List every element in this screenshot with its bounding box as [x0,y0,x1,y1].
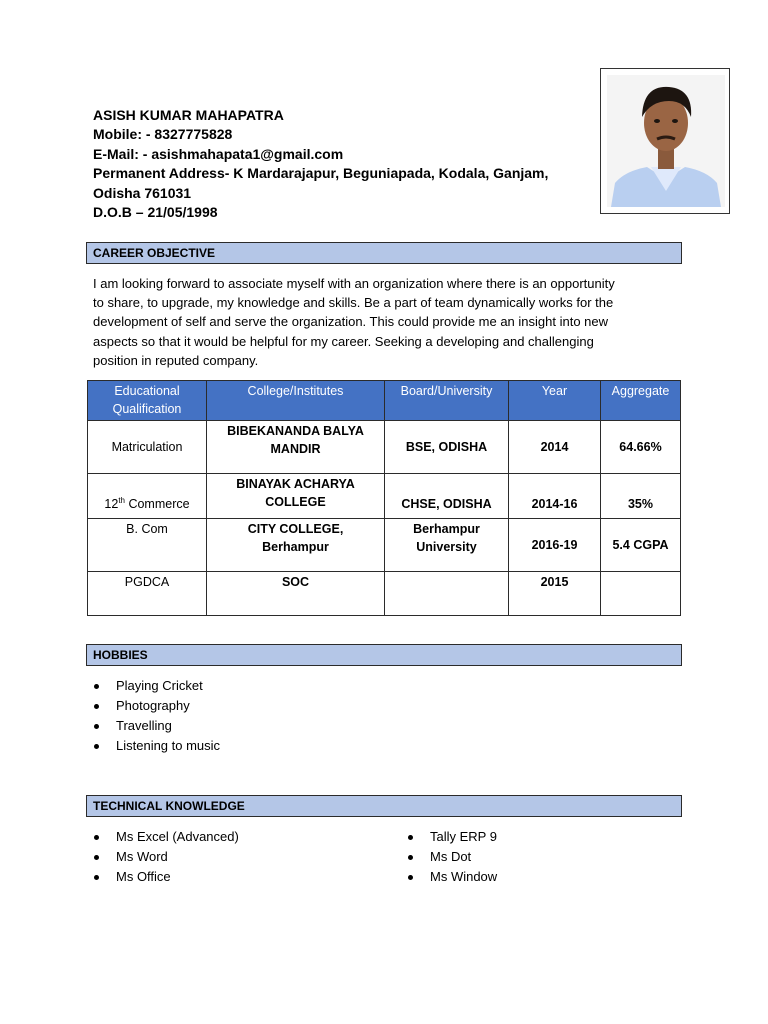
objective-line: position in reputed company. [93,352,259,368]
board-cell: CHSE, ODISHA [385,474,509,519]
list-item: Ms Window [407,867,497,887]
header-college: College/Institutes [207,381,385,421]
table-row [88,474,681,519]
college-cell: BIBEKANANDA BALYA MANDIR [207,421,385,474]
year-cell: 2014 [509,421,601,474]
objective-line: aspects so that it would be helpful for my career. Seeking a developing and challenging [93,333,594,349]
objective-line: I am looking forward to associate myself with an organization where there is an opportunity [93,276,615,291]
college-cell: SOC [207,572,385,616]
year-cell: 2015 [509,572,601,616]
table-row [88,519,681,572]
profile-photo [600,68,730,214]
aggregate-cell [601,572,681,616]
career-objective-heading: CAREER OBJECTIVE [86,242,682,264]
header-qualification: Educational Qualification [88,381,207,421]
career-objective-text [93,274,683,370]
address-line-2: Odisha 761031 [93,184,192,201]
hobbies-list [93,676,220,756]
contact-header [93,106,593,222]
header-year: Year [509,381,601,421]
objective-line: development of self and serve the organization. This could provide me an insight into new [93,314,609,330]
technical-knowledge-heading: TECHNICAL KNOWLEDGE [86,795,682,817]
technical-list-left [93,827,239,887]
list-item: Tally ERP 9 [407,827,497,847]
technical-list-right [407,827,497,887]
aggregate-cell: 35% [601,474,681,519]
email-address: E-Mail: - asishmahapata1@gmail.com [93,145,344,162]
list-item: Ms Word [93,847,239,867]
list-item: Listening to music [93,736,220,756]
qualification-cell: 12th Commerce [88,474,207,519]
address-line-1: Permanent Address- K Mardarajapur, Beguniapada, Kodala, Ganjam, [93,165,549,182]
qualification-cell: Matriculation [88,421,207,474]
list-item: Travelling [93,716,220,736]
board-cell: BSE, ODISHA [385,421,509,474]
header-aggregate: Aggregate [601,381,681,421]
aggregate-cell: 5.4 CGPA [601,519,681,572]
objective-line: to share, to upgrade, my knowledge and skills. Be a part of team dynamically works for the [93,295,614,311]
qualification-cell: B. Com [88,519,207,572]
board-cell [385,572,509,616]
year-cell: 2016-19 [509,519,601,572]
list-item: Ms Dot [407,847,497,867]
aggregate-cell: 64.66% [601,421,681,474]
candidate-name: ASISH KUMAR MAHAPATRA [93,107,284,123]
year-cell: 2014-16 [509,474,601,519]
list-item: Photography [93,696,220,716]
board-cell: Berhampur University [385,519,509,572]
header-board: Board/University [385,381,509,421]
table-header-row [88,381,681,421]
list-item: Ms Excel (Advanced) [93,827,239,847]
date-of-birth: D.O.B – 21/05/1998 [93,204,218,221]
qualification-cell: PGDCA [88,572,207,616]
college-cell: BINAYAK ACHARYA COLLEGE [207,474,385,519]
college-cell: CITY COLLEGE, Berhampur [207,519,385,572]
hobbies-heading: HOBBIES [86,644,682,666]
education-table [87,380,681,616]
person-photo-icon [607,75,725,207]
table-row [88,572,681,616]
list-item: Ms Office [93,867,239,887]
table-row [88,421,681,474]
list-item: Playing Cricket [93,676,220,696]
mobile-number: Mobile: - 8327775828 [93,126,233,143]
